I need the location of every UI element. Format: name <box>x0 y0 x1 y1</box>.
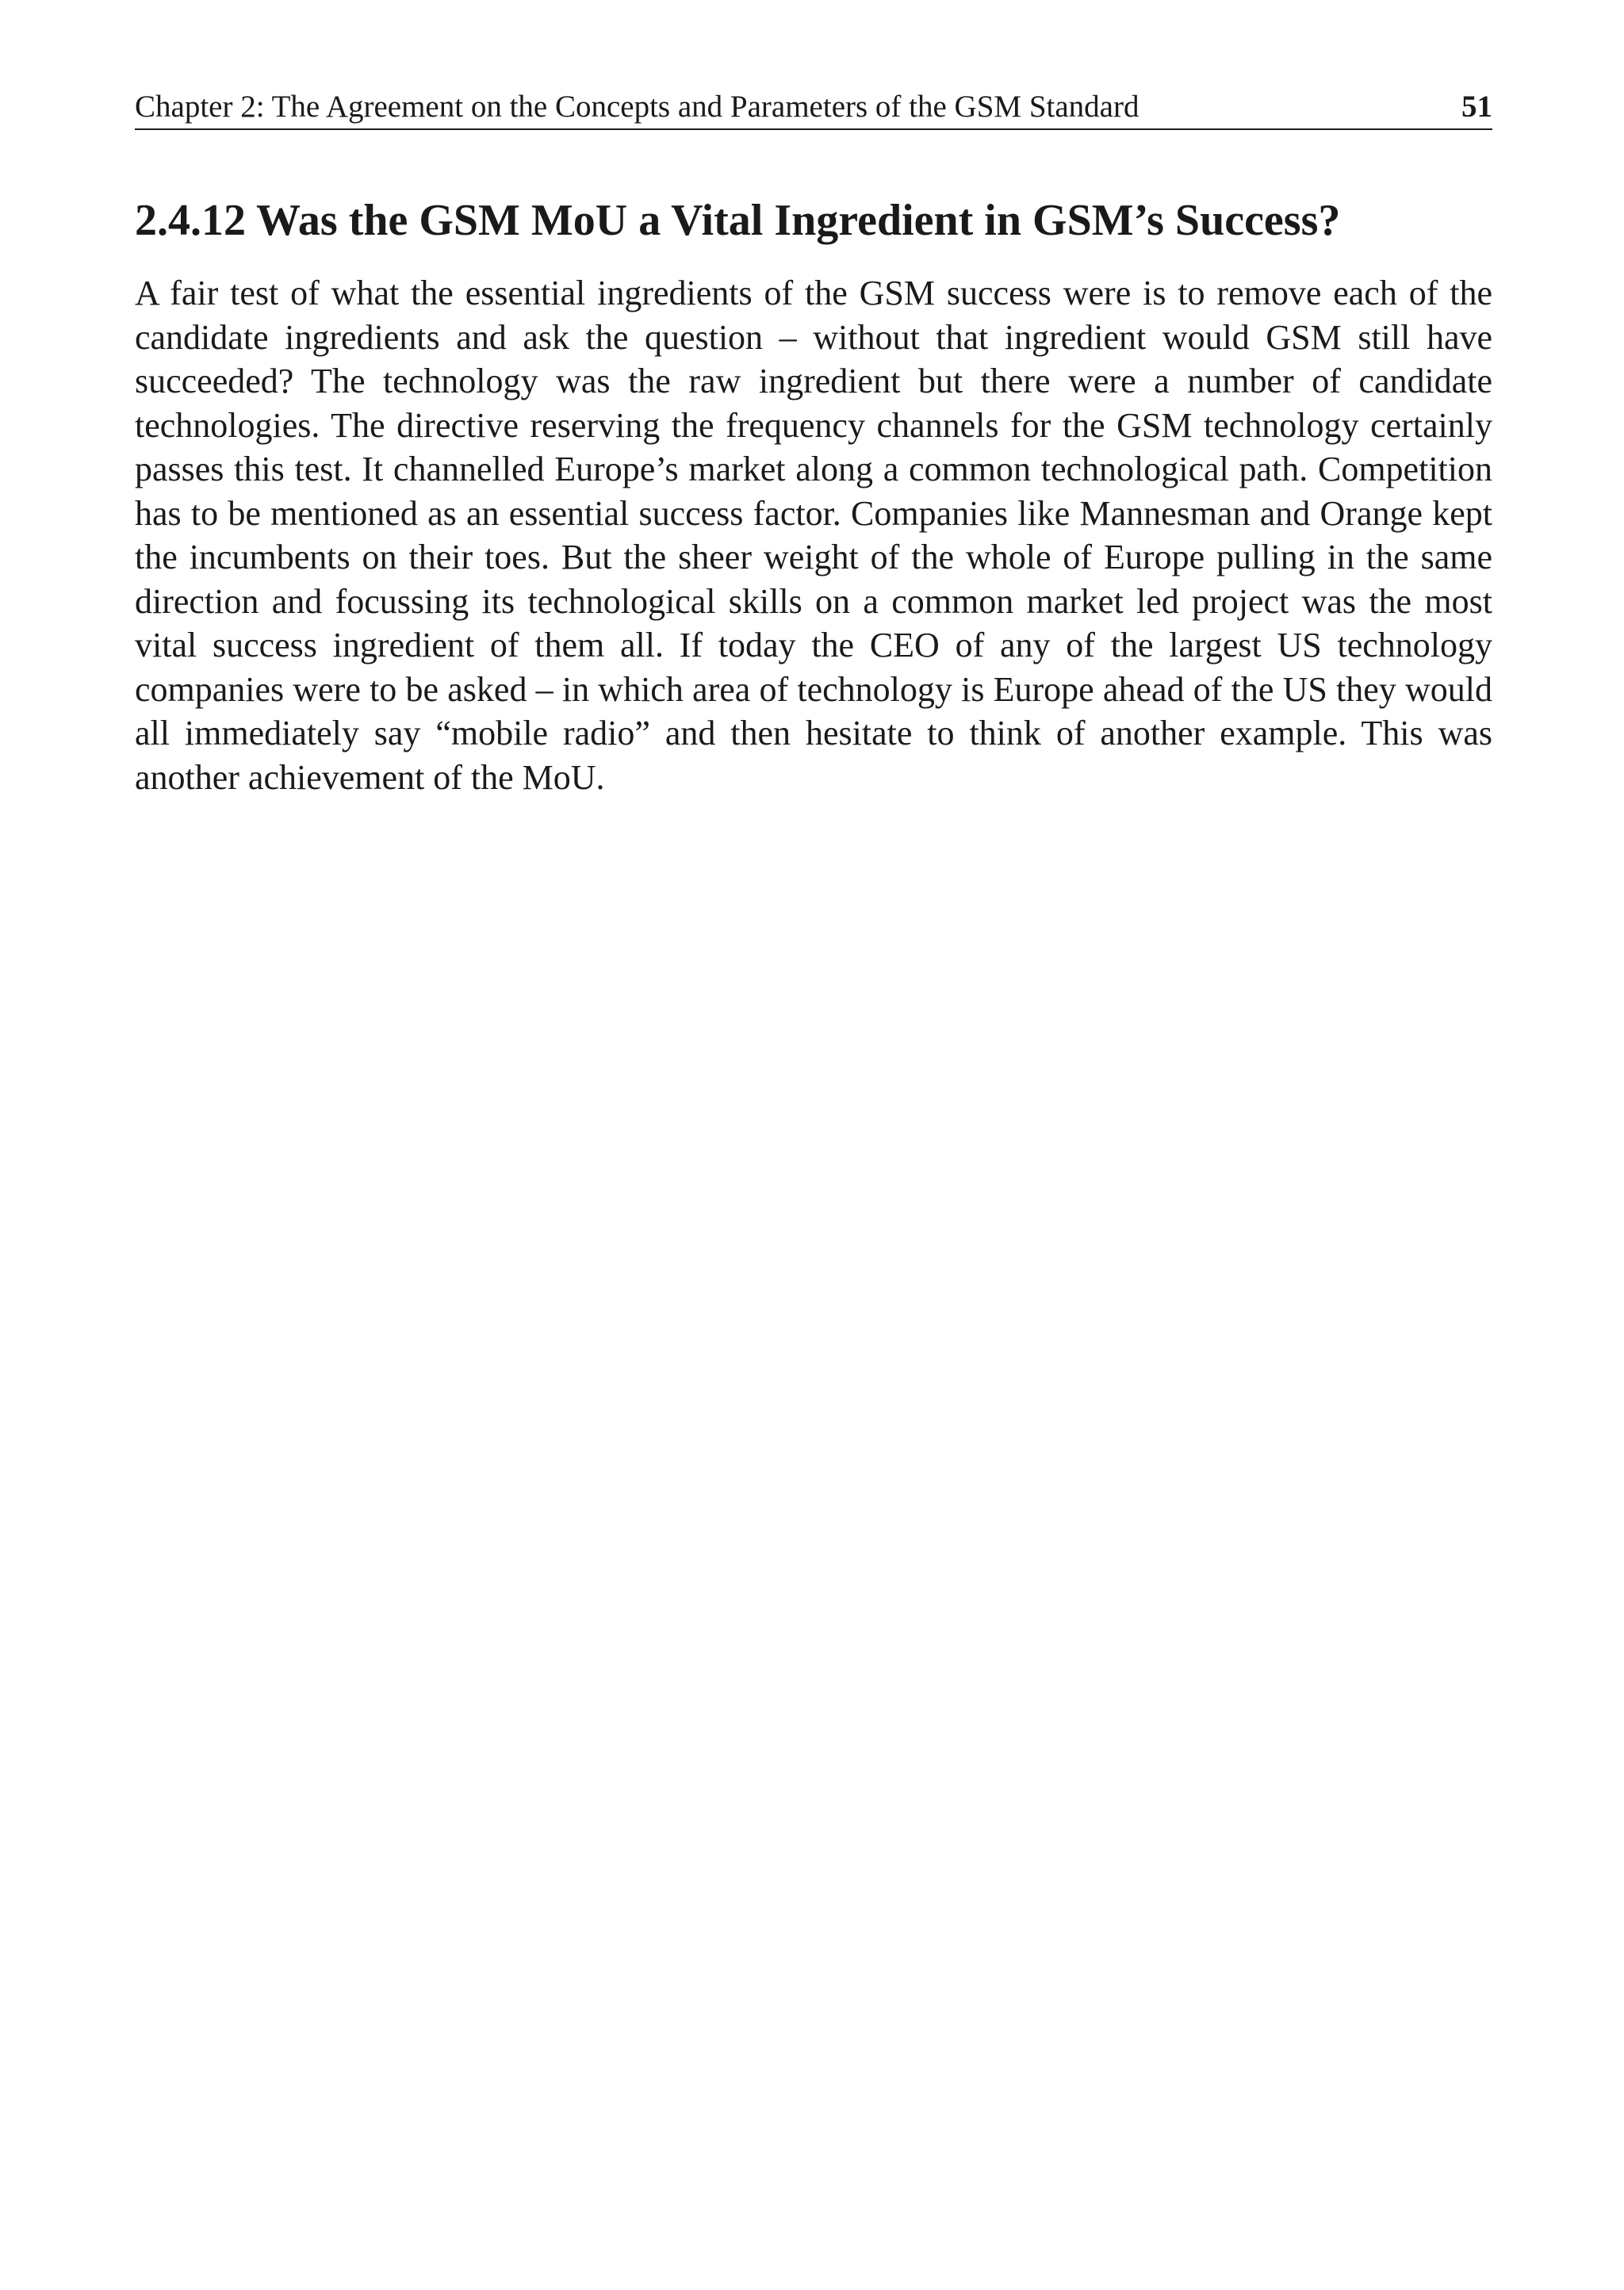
section-heading: 2.4.12 Was the GSM MoU a Vital Ingredient in GSM’s Success? <box>135 196 1341 245</box>
chapter-title: Chapter 2: The Agreement on the Concepts and Parameters of the GSM Standard <box>135 90 1139 124</box>
body-paragraph: A fair test of what the essential ingredients of the GSM success were is to remove each of the candidate ingredients and ask the question – without that ingredient would GSM still have succeeded? The technology was the raw ingredient but there were a number of candidate technologies. The directive reserving the frequency channels for the GSM technology certainly passes this test. It channelled Europe’s market along a common technological path. Competition has to be mentioned as an essential success factor. Companies like Mannesman and Orange kept the incumbents on their toes. But the sheer weight of the whole of Europe pulling in the same direction and focussing its technological skills on a common market led project was the most vital success ingredient of them all. If today the CEO of any of the largest US technology companies were to be asked – in which area of technology is Europe ahead of the US they would all immediately say “mobile radio” and then hesitate to think of another example. This was another achievement of the MoU. <box>135 274 1492 797</box>
page-number: 51 <box>1461 90 1492 124</box>
running-header <box>135 82 1492 130</box>
